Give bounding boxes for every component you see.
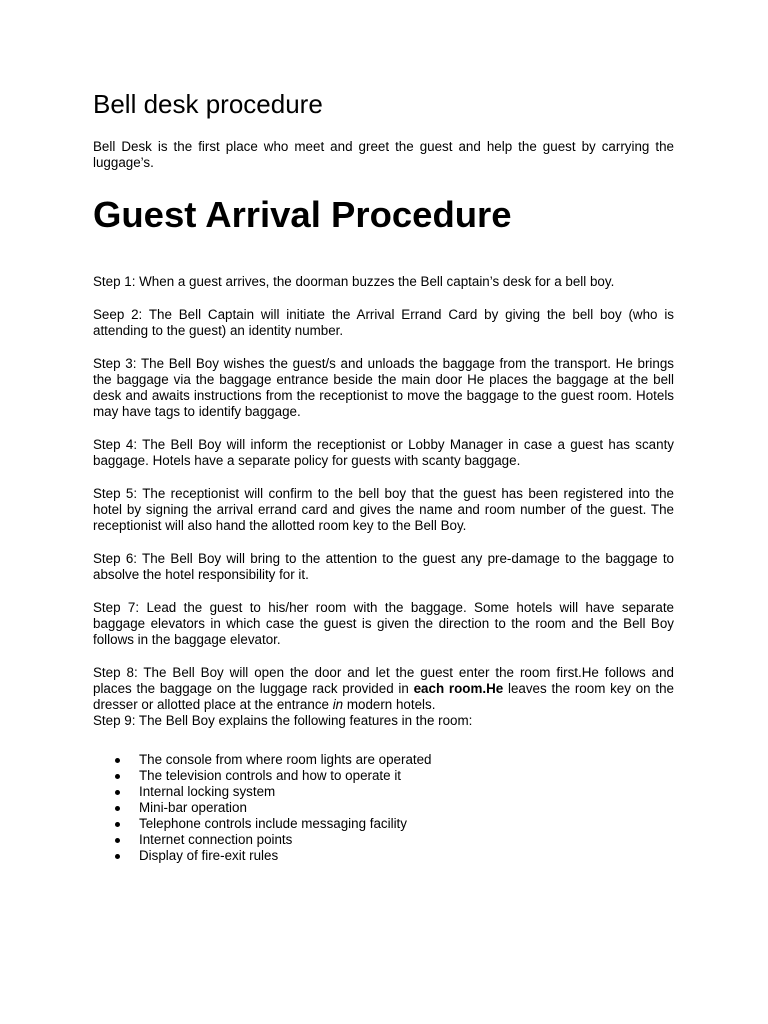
step-8-text-3: modern hotels. bbox=[343, 697, 436, 712]
list-item bbox=[93, 848, 674, 864]
list-item-text: Display of fire-exit rules bbox=[139, 848, 279, 863]
step-8-text-2: leaves the room key on the dresser or allotted place at the entrance bbox=[93, 681, 674, 712]
step-3: Step 3: The Bell Boy wishes the guest/s and unloads the baggage from the transport. He brings the baggage via the baggage entrance beside the main door He places the baggage at the bell desk and awaits instructions from the receptionist to move the baggage to the guest room. Hotels may have tags to identify baggage. bbox=[93, 356, 674, 419]
document-page bbox=[93, 88, 674, 864]
step-8-bold-text: each room.He bbox=[413, 681, 504, 696]
list-item bbox=[93, 816, 674, 832]
step-8-text-1: Step 8: The Bell Boy will open the door and let the guest enter the room first.He follows and places the baggage on the luggage rack provided in bbox=[93, 665, 674, 696]
list-item-text: The television controls and how to operate it bbox=[139, 768, 402, 783]
bullet-icon bbox=[115, 822, 120, 827]
list-item bbox=[93, 752, 674, 768]
intro-paragraph: Bell Desk is the first place who meet and greet the guest and help the guest by carrying the luggage’s. bbox=[93, 139, 674, 170]
bullet-icon bbox=[115, 774, 120, 779]
section-heading: Guest Arrival Procedure bbox=[93, 194, 512, 235]
list-item-text: Internal locking system bbox=[139, 784, 276, 799]
list-item-text: Telephone controls include messaging facility bbox=[139, 816, 407, 831]
bullet-icon bbox=[115, 854, 120, 859]
bullet-icon bbox=[115, 838, 120, 843]
document-title: Bell desk procedure bbox=[93, 89, 323, 119]
list-item-text: The console from where room lights are operated bbox=[139, 752, 432, 767]
list-item bbox=[93, 800, 674, 816]
list-item bbox=[93, 768, 674, 784]
step-8 bbox=[93, 665, 674, 713]
step-8-italic-text: in bbox=[332, 697, 344, 712]
list-item bbox=[93, 832, 674, 848]
features-list bbox=[93, 752, 674, 864]
step-9: Step 9: The Bell Boy explains the following features in the room: bbox=[93, 713, 473, 728]
step-2: Seep 2: The Bell Captain will initiate the Arrival Errand Card by giving the bell boy (who is attending to the guest) an identity number. bbox=[93, 307, 674, 338]
list-item-text: Mini-bar operation bbox=[139, 800, 247, 815]
step-1: Step 1: When a guest arrives, the doorman buzzes the Bell captain’s desk for a bell boy. bbox=[93, 274, 615, 289]
list-item bbox=[93, 784, 674, 800]
bullet-icon bbox=[115, 790, 120, 795]
step-4: Step 4: The Bell Boy will inform the receptionist or Lobby Manager in case a guest has scanty baggage. Hotels have a separate policy for guests with scanty baggage. bbox=[93, 437, 674, 468]
list-item-text: Internet connection points bbox=[139, 832, 293, 847]
step-6: Step 6: The Bell Boy will bring to the attention to the guest any pre-damage to the baggage to absolve the hotel responsibility for it. bbox=[93, 551, 674, 582]
step-5: Step 5: The receptionist will confirm to the bell boy that the guest has been registered into the hotel by signing the arrival errand card and gives the name and room number of the guest. The receptionist will also hand the allotted room key to the Bell Boy. bbox=[93, 486, 674, 533]
bullet-icon bbox=[115, 806, 120, 811]
bullet-icon bbox=[115, 758, 120, 763]
step-7: Step 7: Lead the guest to his/her room with the baggage. Some hotels will have separate baggage elevators in which case the guest is given the direction to the room and the Bell Boy follows in the baggage elevator. bbox=[93, 600, 674, 647]
